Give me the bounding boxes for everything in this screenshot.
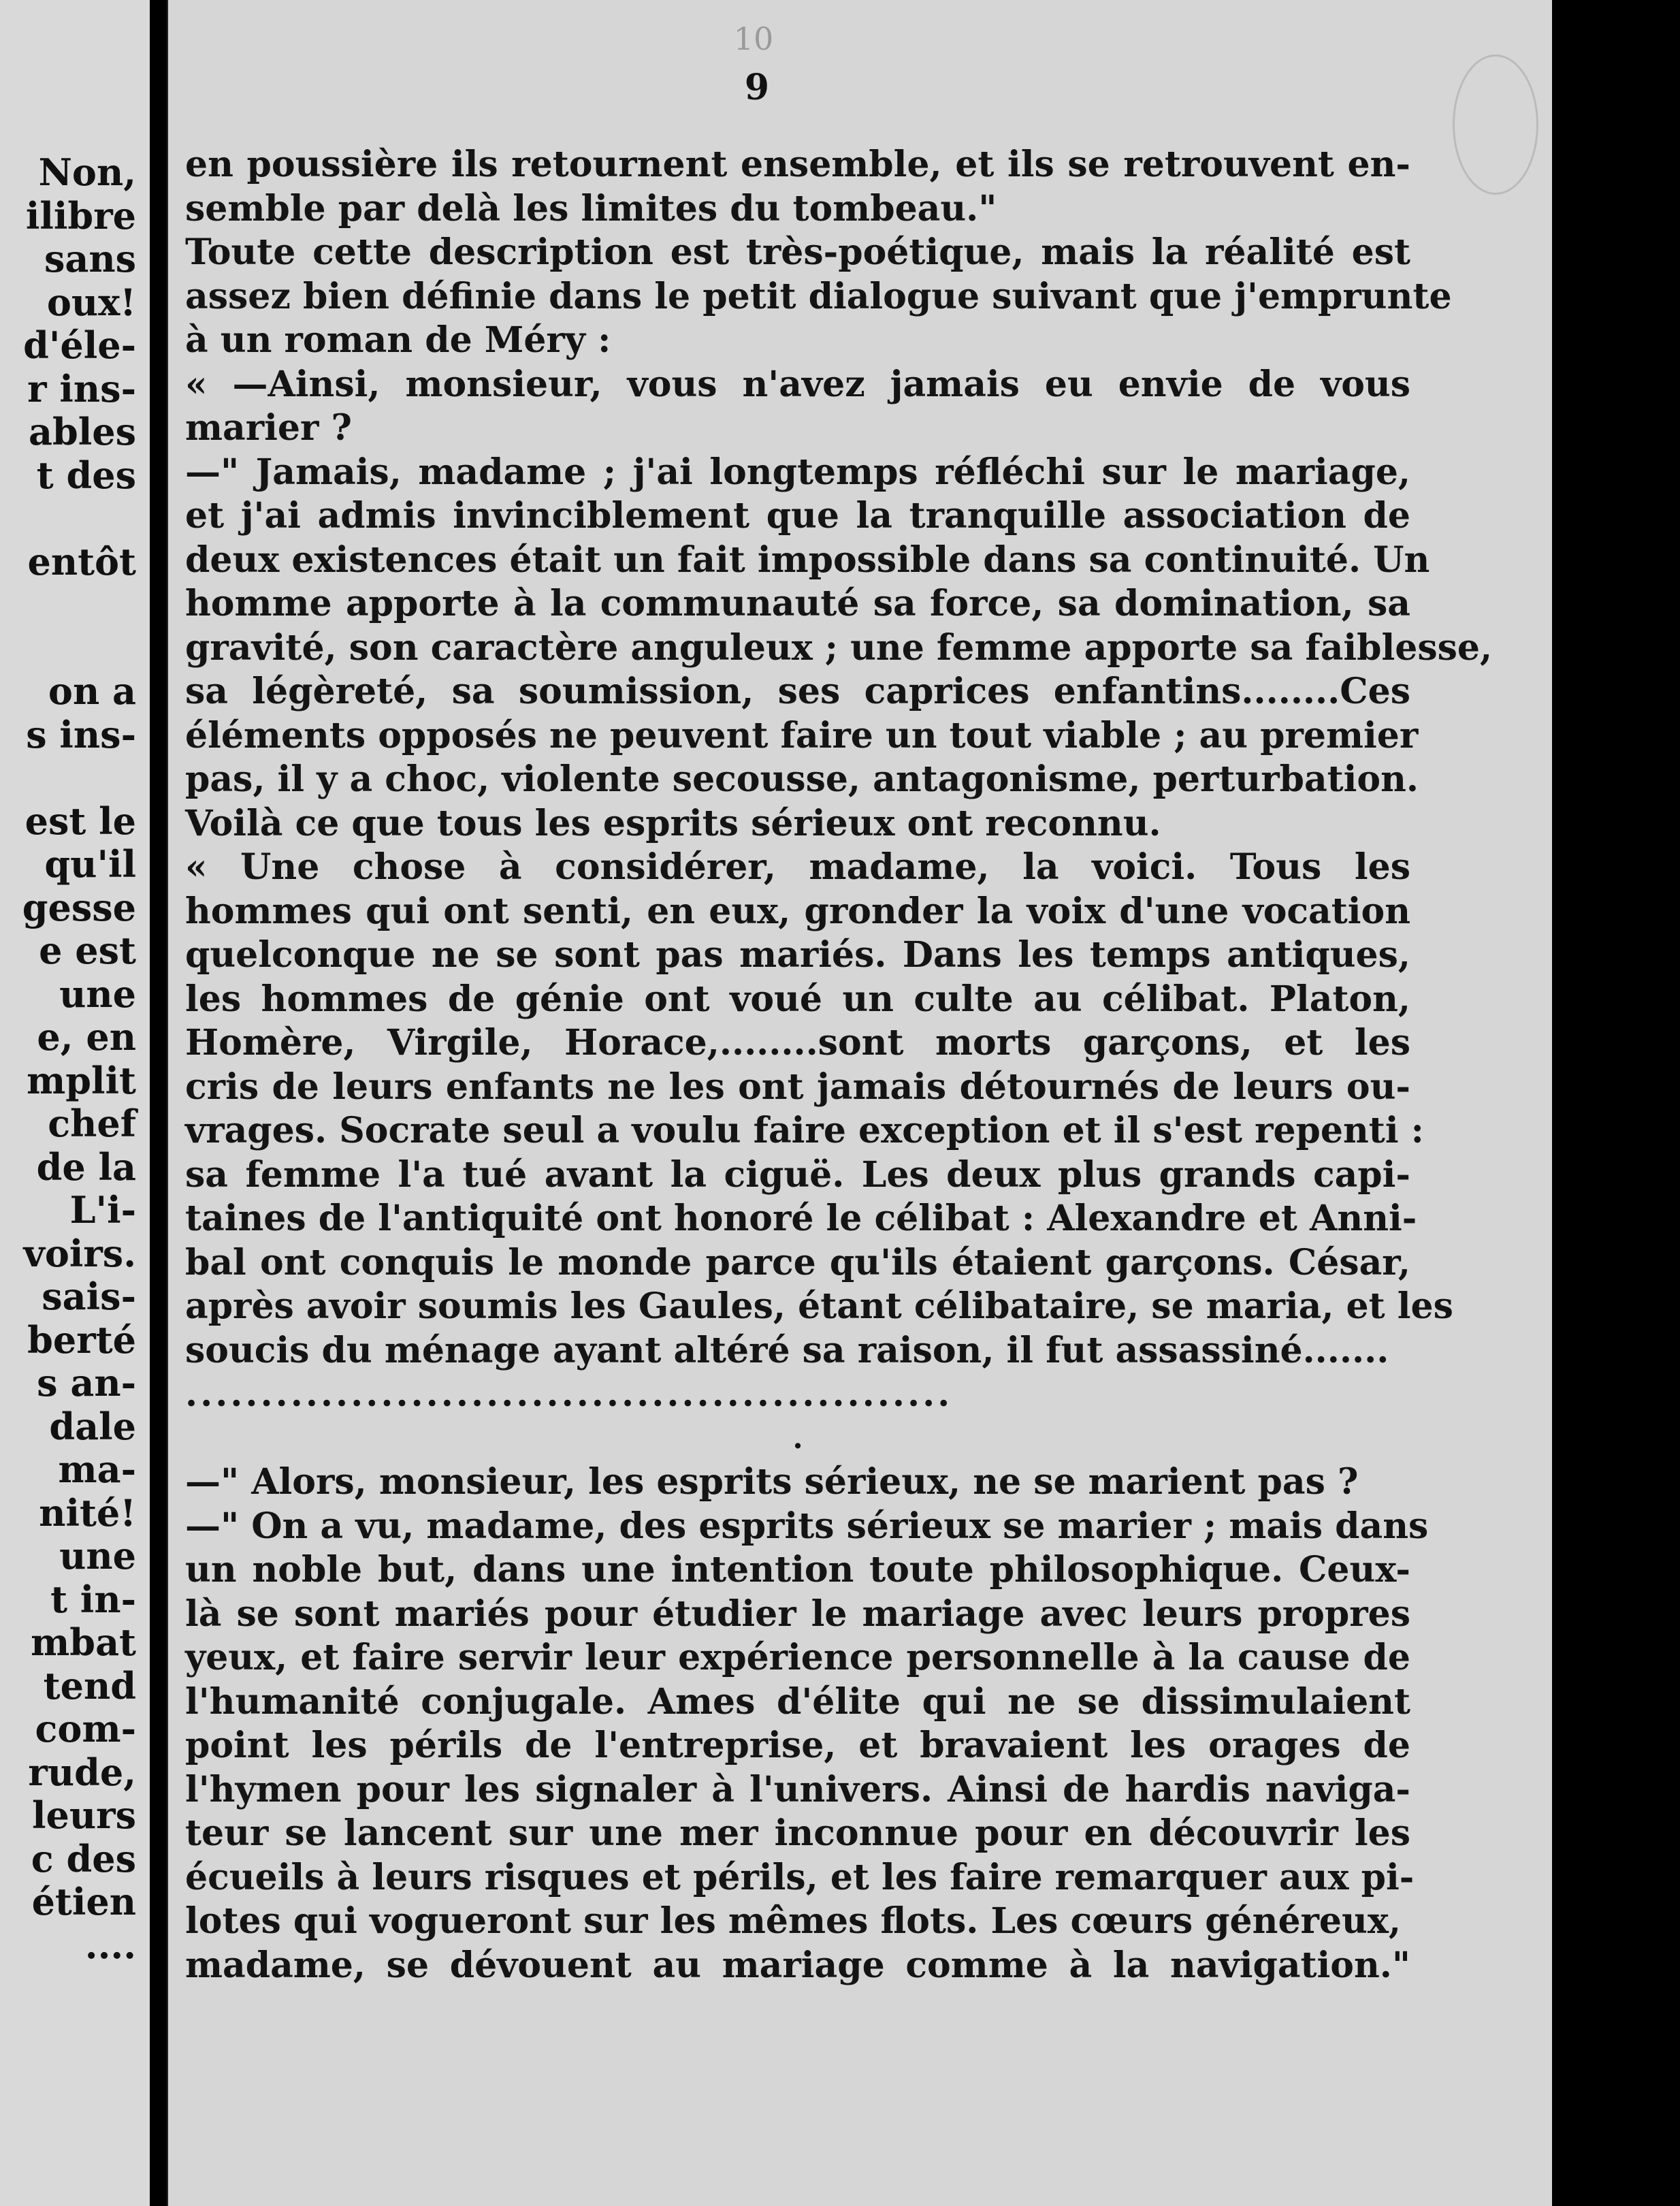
page-gutter	[150, 0, 167, 2206]
left-page-text	[0, 151, 140, 1967]
left-page-line	[0, 584, 140, 627]
left-page-line: e est	[39, 929, 136, 972]
text-line: madame, se dévouent au mariage comme à la navigation."	[185, 1944, 1410, 1986]
left-page-line: leurs	[32, 1793, 136, 1837]
left-page-line: dale	[49, 1404, 136, 1448]
text-line: sa légèreté, sa soumission, ses caprices enfantins........Ces	[185, 671, 1410, 712]
text-line: —" Alors, monsieur, les esprits sérieux, ne se marient pas ?	[185, 1461, 1359, 1503]
text-line: homme apporte à la communauté sa force, sa domination, sa	[185, 583, 1410, 624]
text-line: lotes qui vogueront sur les mêmes flots. Les cœurs généreux,	[185, 1900, 1401, 1942]
text-line: soucis du ménage ayant altéré sa raison, il fut assassiné.......	[185, 1329, 1389, 1371]
text-line: semble par delà les limites du tombeau."	[185, 187, 997, 229]
left-page-line: e, en	[37, 1015, 136, 1059]
text-line: l'hymen pour les signaler à l'univers. Ainsi de hardis naviga-	[185, 1768, 1410, 1810]
text-line: —" On a vu, madame, des esprits sérieux se marier ; mais dans	[185, 1505, 1429, 1547]
left-page-line: étien	[31, 1880, 136, 1923]
text-line: pas, il y a choc, violente secousse, antagonisme, perturbation.	[185, 758, 1419, 800]
left-page-line: L'i-	[69, 1188, 136, 1232]
text-line: —" Jamais, madame ; j'ai longtemps réfléchi sur le mariage,	[185, 451, 1410, 493]
left-page-line: tend	[43, 1663, 136, 1708]
left-page-line	[0, 756, 140, 800]
left-page-line: com-	[35, 1707, 136, 1751]
text-line: là se sont mariés pour étudier le mariage avec leurs propres	[185, 1593, 1410, 1635]
text-line: assez bien définie dans le petit dialogue suivant que j'emprunte	[185, 275, 1452, 317]
left-page-line: voirs.	[23, 1231, 136, 1275]
left-page-line: s an-	[37, 1361, 136, 1405]
left-page-line: sans	[44, 237, 136, 281]
left-page-line: ilibre	[25, 193, 136, 238]
left-page-line	[0, 627, 140, 671]
text-line: bal ont conquis le monde parce qu'ils étaient garçons. César,	[185, 1241, 1410, 1283]
scan-border	[1552, 0, 1680, 2206]
left-page-line: est le	[25, 799, 136, 843]
left-page-line: t des	[36, 453, 136, 497]
text-line: cris de leurs enfants ne les ont jamais détournés de leurs ou-	[185, 1066, 1410, 1108]
left-page-line: une	[59, 1534, 136, 1578]
text-line: Homère, Virgile, Horace,........sont morts garçons, et les	[185, 1022, 1410, 1064]
text-line: en poussière ils retournent ensemble, et ils se retrouvent en-	[185, 144, 1410, 185]
left-page-line: chef	[48, 1102, 136, 1145]
bleed-through-page-number: 10	[733, 20, 774, 57]
text-line: ...................................................	[185, 1373, 953, 1415]
text-line: un noble but, dans une intention toute philosophique. Ceux-	[185, 1549, 1410, 1590]
left-page-line: ables	[28, 410, 136, 453]
text-line: « —Ainsi, monsieur, vous n'avez jamais eu envie de vous	[185, 363, 1410, 405]
text-line: écueils à leurs risques et périls, et les faire remarquer aux pi-	[185, 1856, 1415, 1898]
text-line: Toute cette description est très-poétique, mais la réalité est	[185, 231, 1410, 273]
text-line: sa femme l'a tué avant la ciguë. Les deux plus grands capi-	[185, 1153, 1410, 1196]
text-line: éléments opposés ne peuvent faire un tout viable ; au premier	[185, 714, 1419, 756]
left-page-line: mplit	[27, 1058, 136, 1102]
left-page-line: d'éle-	[23, 323, 136, 367]
text-line: teur se lancent sur une mer inconnue pour en découvrir les	[185, 1812, 1410, 1854]
page-number: 9	[744, 67, 770, 108]
left-page-line: t in-	[50, 1577, 136, 1621]
left-page-line: sais-	[42, 1275, 136, 1318]
left-page-line: une	[59, 972, 136, 1016]
left-page-line: ma-	[58, 1448, 136, 1491]
text-line: après avoir soumis les Gaules, étant célibataire, se maria, et les	[185, 1285, 1453, 1327]
left-facing-page	[0, 0, 150, 2206]
left-page-line: mbat	[31, 1620, 136, 1664]
left-page-line: rude,	[28, 1750, 136, 1794]
left-page-line: ....	[84, 1923, 136, 1967]
left-page-line: r ins-	[27, 366, 136, 411]
text-line: deux existences était un fait impossible dans sa continuité. Un	[185, 539, 1430, 581]
text-line: l'humanité conjugale. Ames d'élite qui ne se dissimulaient	[185, 1680, 1410, 1723]
text-line: à un roman de Méry :	[185, 319, 611, 361]
left-page-line: oux!	[46, 280, 136, 324]
text-line: point les périls de l'entreprise, et bravaient les orages de	[185, 1725, 1410, 1766]
text-line: vrages. Socrate seul a voulu faire exception et il s'est repenti :	[185, 1110, 1424, 1151]
left-page-line: on a	[48, 669, 136, 713]
left-page-line	[0, 497, 140, 541]
left-page-line: s ins-	[26, 712, 136, 756]
left-page-line: qu'il	[44, 842, 136, 886]
left-page-line: de la	[36, 1145, 136, 1189]
page-body-text	[185, 143, 1493, 1987]
text-line: et j'ai admis invinciblement que la tranquille association de	[185, 495, 1410, 537]
text-line: « Une chose à considérer, madame, la voici. Tous les	[185, 846, 1410, 888]
left-page-line: c des	[31, 1836, 136, 1881]
left-page-line: gesse	[22, 885, 136, 929]
left-page-line: Non,	[38, 150, 136, 194]
text-line: quelconque ne se sont pas mariés. Dans les temps antiques,	[185, 934, 1410, 976]
text-line: marier ?	[185, 407, 352, 449]
main-page	[167, 0, 1680, 2206]
left-page-line: nité!	[39, 1490, 136, 1535]
left-page-line: berté	[27, 1317, 136, 1362]
text-line: Voilà ce que tous les esprits sérieux ont reconnu.	[185, 802, 1161, 844]
text-line: hommes qui ont senti, en eux, gronder la voix d'une vocation	[185, 890, 1410, 932]
text-line: .	[792, 1420, 803, 1456]
text-line: gravité, son caractère anguleux ; une femme apporte sa faiblesse,	[185, 626, 1493, 669]
library-stamp-bleed-through	[1453, 54, 1538, 195]
text-line: taines de l'antiquité ont honoré le célibat : Alexandre et Anni-	[185, 1198, 1417, 1239]
text-line: les hommes de génie ont voué un culte au célibat. Platon,	[185, 978, 1410, 1020]
text-line: yeux, et faire servir leur expérience personnelle à la cause de	[185, 1637, 1410, 1678]
left-page-line: entôt	[27, 539, 136, 584]
